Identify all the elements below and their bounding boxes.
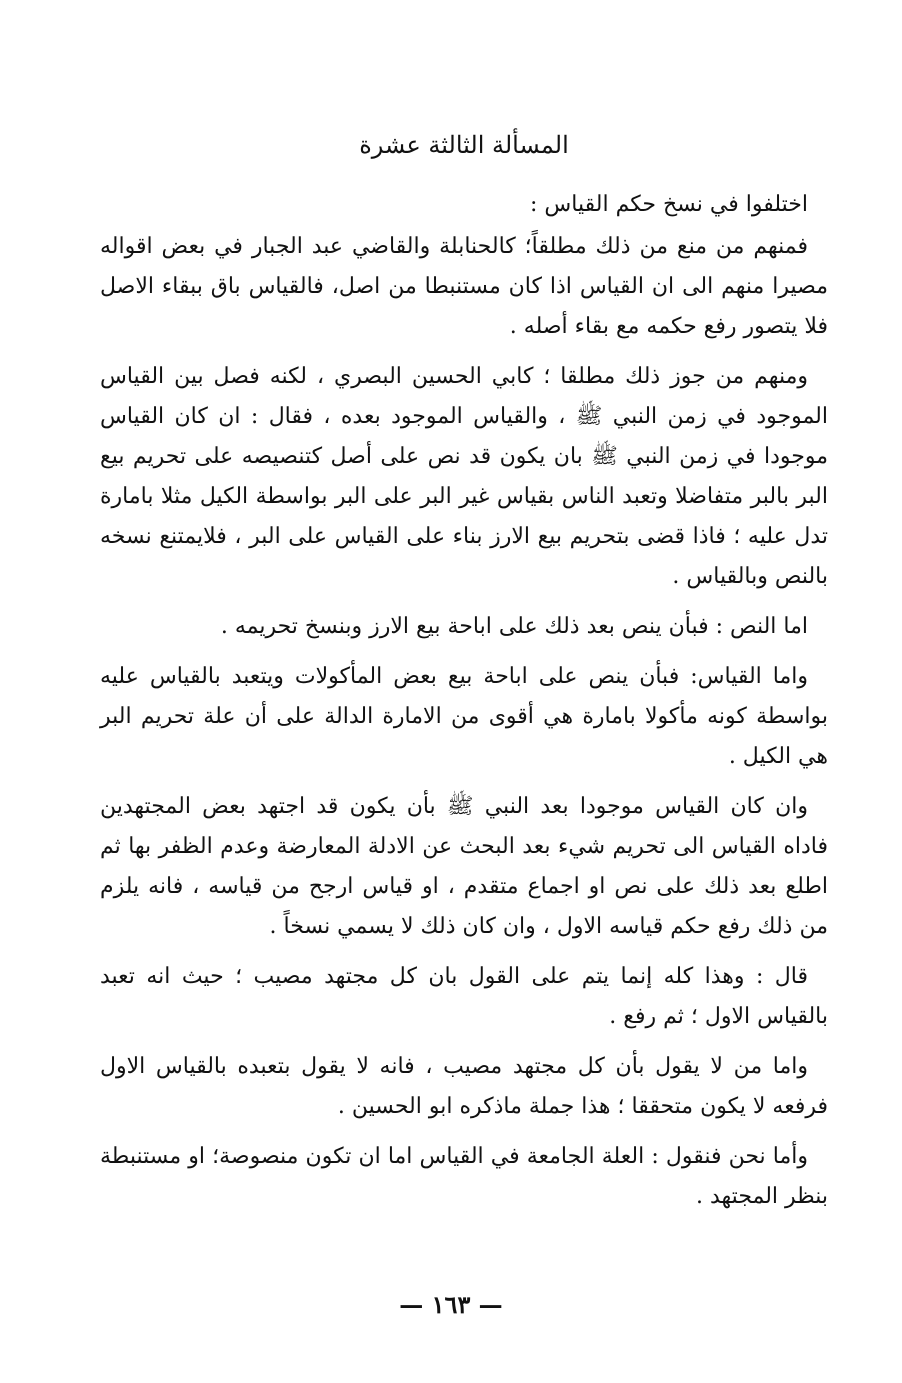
paragraph-9: وأما نحن فنقول : العلة الجامعة في القياس اما ان تكون منصوصة؛ او مستنبطة بنظر المجتهد . <box>100 1144 828 1209</box>
paragraph-6: وان كان القياس موجودا بعد النبي ﷺ بأن يكون قد اجتهد بعض المجتهدين فاداه القياس الى تحريم شيء بعد البحث عن الادلة المعارضة وعدم الظفر بها ثم اطلع بعد ذلك على نص او اجماع متقدم ، او قياس ارجح من قياسه ، فانه يلزم من ذلك رفع حكم قياسه الاول ، وان كان ذلك لا يسمي نسخاً . <box>100 794 828 939</box>
paragraph-4: اما النص : فبأن ينص بعد ذلك على اباحة بيع الارز وبنسخ تحريمه . <box>220 614 808 639</box>
paragraph-7: قال : وهذا كله إنما يتم على القول بان كل مجتهد مصيب ؛ حيث انه تعبد بالقياس الاول ؛ ثم رفع . <box>100 964 828 1029</box>
paragraph-8: واما من لا يقول بأن كل مجتهد مصيب ، فانه لا يقول بتعبده بالقياس الاول فرفعه لا يكون متحققا ؛ هذا جملة ماذكره ابو الحسين . <box>100 1054 828 1119</box>
paragraph-2: فمنهم من منع من ذلك مطلقاً؛ كالحنابلة والقاضي عبد الجبار في بعض اقواله مصيرا منهم الى ان القياس اذا كان مستنبطا من اصل، فالقياس باق ببقاء الاصل فلا يتصور رفع حكمه مع بقاء أصله . <box>100 234 828 339</box>
paragraph-5: واما القياس: فبأن ينص على اباحة بيع بعض المأكولات ويتعبد بالقياس عليه بواسطة كونه مأكولا بامارة هي أقوى من الامارة الدالة على أن علة تحريم البر هي الكيل . <box>100 664 828 769</box>
page-body <box>100 125 828 1227</box>
paragraph-1: اختلفوا في نسخ حكم القياس : <box>530 192 808 217</box>
page-number: — ١٦٣ — <box>399 1290 503 1319</box>
chapter-title: المسألة الثالثة عشرة <box>359 131 569 159</box>
paragraph-3: ومنهم من جوز ذلك مطلقا ؛ كابي الحسين البصري ، لكنه فصل بين القياس الموجود في زمن النبي ﷺ ، والقياس الموجود بعده ، فقال : ان كان القياس موجودا في زمن النبي ﷺ بان يكون قد نص على أصل كتنصيصه على تحريم بيع البر بالبر متفاضلا وتعبد الناس بقياس غير البر على البر بواسطة الكيل مثلا بامارة تدل عليه ؛ فاذا قضى بتحريم بيع الارز بناء على القياس على البر ، فلايمتنع نسخه بالنص وبالقياس . <box>100 364 828 589</box>
